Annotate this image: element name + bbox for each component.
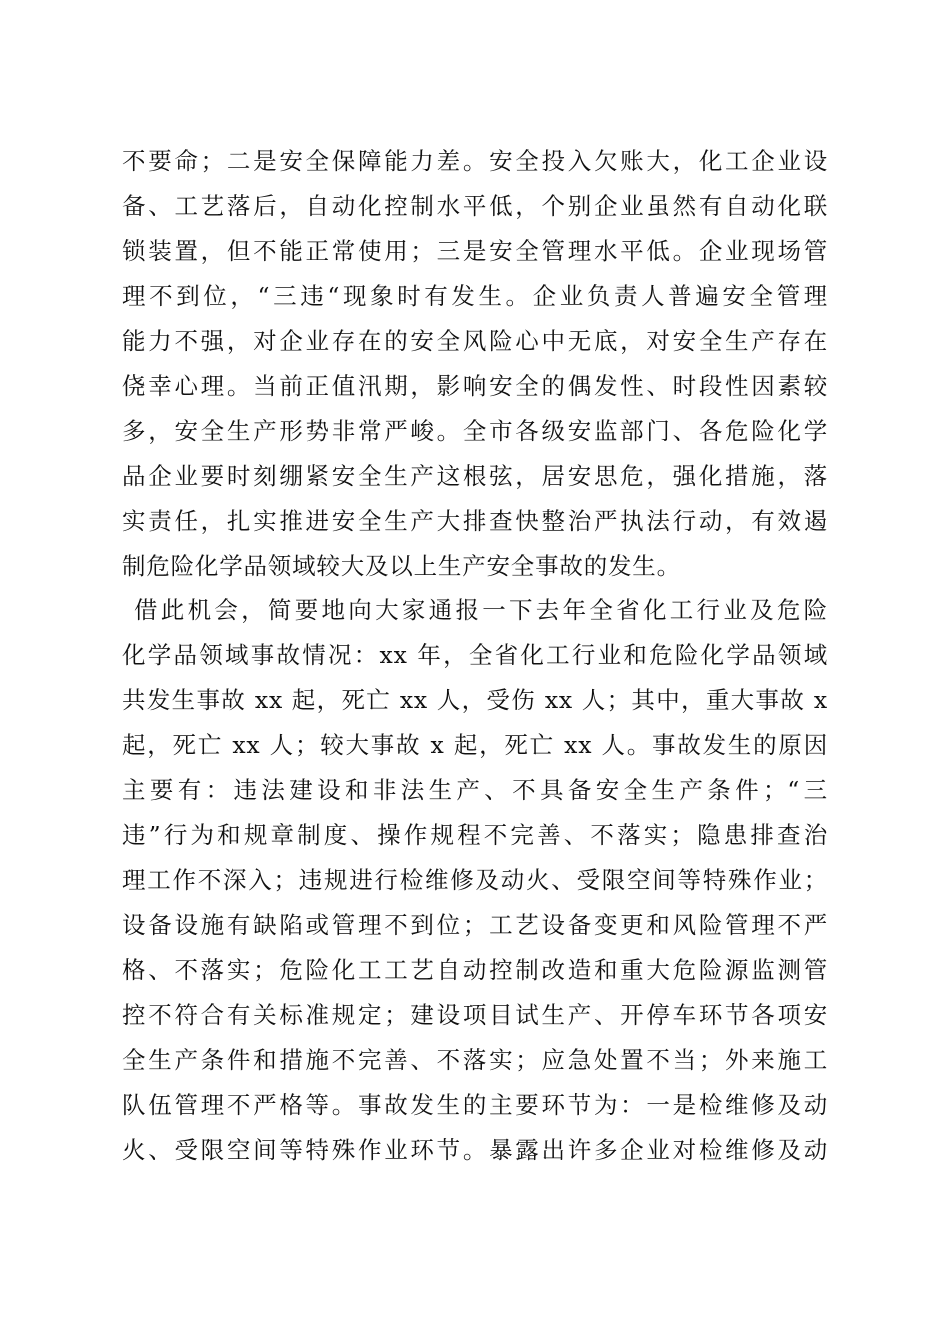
paragraph-line: 格、不落实；危险化工工艺自动控制改造和重大危险源监测管 — [122, 956, 828, 984]
paragraph-line: 制危险化学品领域较大及以上生产安全事故的发生。 — [122, 552, 681, 580]
paragraph-line: 备、工艺落后，自动化控制水平低，个别企业虽然有自动化联 — [122, 192, 828, 220]
paragraph-line: 多，安全生产形势非常严峻。全市各级安监部门、各危险化学 — [122, 417, 828, 445]
paragraph-1 — [122, 139, 828, 589]
paragraph-line: 违”行为和规章制度、操作规程不完善、不落实；隐患排查治 — [122, 821, 828, 849]
paragraph-line: 设备设施有缺陷或管理不到位；工艺设备变更和风险管理不严 — [122, 911, 828, 939]
paragraph-line: 锁装置，但不能正常使用；三是安全管理水平低。企业现场管 — [122, 237, 828, 265]
paragraph-line: 实责任，扎实推进安全生产大排查快整治严执法行动，有效遏 — [122, 507, 828, 535]
paragraph-line: 侥幸心理。当前正值汛期，影响安全的偶发性、时段性因素较 — [122, 372, 828, 400]
paragraph-line: 不要命；二是安全保障能力差。安全投入欠账大，化工企业设 — [122, 147, 828, 175]
paragraph-line: 起，死亡 xx 人；较大事故 x 起，死亡 xx 人。事故发生的原因 — [122, 731, 828, 759]
paragraph-line: 借此机会，简要地向大家通报一下去年全省化工行业及危险 — [134, 596, 828, 624]
paragraph-line: 控不符合有关标准规定；建设项目试生产、开停车环节各项安 — [122, 1001, 828, 1029]
paragraph-line: 主要有：违法建设和非法生产、不具备安全生产条件；“三 — [122, 776, 828, 804]
paragraph-line: 全生产条件和措施不完善、不落实；应急处置不当；外来施工 — [122, 1046, 828, 1074]
paragraph-line: 品企业要时刻绷紧安全生产这根弦，居安思危，强化措施，落 — [122, 462, 828, 490]
paragraph-line: 理工作不深入；违规进行检维修及动火、受限空间等特殊作业； — [122, 866, 828, 894]
paragraph-line: 队伍管理不严格等。事故发生的主要环节为：一是检维修及动 — [122, 1091, 828, 1119]
paragraph-line: 能力不强，对企业存在的安全风险心中无底，对安全生产存在 — [122, 327, 828, 355]
paragraph-line: 化学品领域事故情况：xx 年，全省化工行业和危险化学品领域 — [122, 641, 828, 669]
paragraph-line: 火、受限空间等特殊作业环节。暴露出许多企业对检维修及动 — [122, 1136, 828, 1164]
paragraph-2 — [122, 588, 828, 1173]
paragraph-line: 理不到位，“三违“现象时有发生。企业负责人普遍安全管理 — [122, 282, 828, 310]
paragraph-line: 共发生事故 xx 起，死亡 xx 人，受伤 xx 人；其中，重大事故 x — [122, 686, 828, 714]
